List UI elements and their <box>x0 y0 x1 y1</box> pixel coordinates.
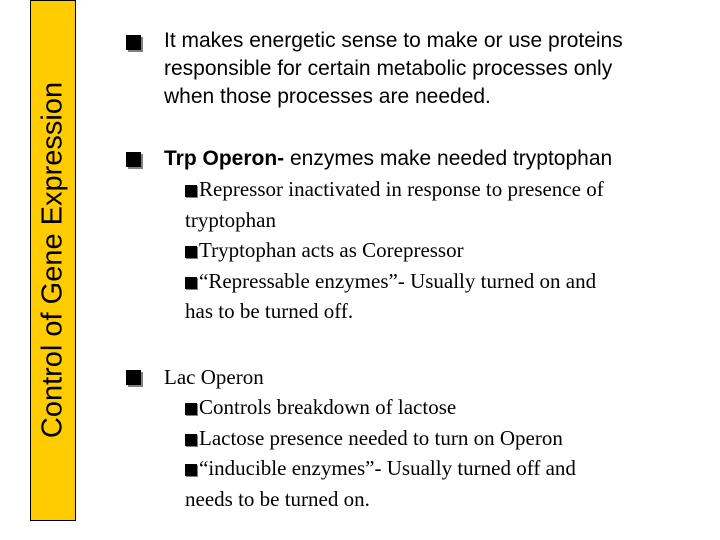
trp-operon-label: Trp Operon- <box>164 147 285 170</box>
bullet-heading <box>164 144 690 174</box>
sub-item-continuation: tryptophan <box>185 207 276 232</box>
sub-item-text: Repressor inactivated in response to presence of <box>199 177 604 201</box>
bullet-line: when those processes are needed. <box>164 85 491 108</box>
bullet-energetic-sense <box>120 27 690 111</box>
checkbox-square-icon <box>185 185 197 197</box>
trp-sub-list <box>164 174 690 327</box>
sub-item-continuation: has to be turned off. <box>185 299 354 323</box>
checkbox-square-icon <box>185 464 197 476</box>
checkbox-square-icon <box>185 434 197 446</box>
sub-item-text: Lactose presence needed to turn on Operon <box>199 425 563 450</box>
checkbox-square-icon <box>185 277 197 289</box>
sub-item-text: “inducible enzymes”- Usually turned off and <box>199 456 576 480</box>
sub-item-continuation: needs to be turned on. <box>185 486 370 511</box>
checkbox-square-icon <box>185 403 197 415</box>
trp-operon-desc: enzymes make needed tryptophan <box>284 147 613 170</box>
sub-item-text: Tryptophan acts as Corepressor <box>199 238 464 262</box>
sub-item <box>185 174 690 205</box>
checkbox-square-icon <box>126 370 141 385</box>
sub-item <box>185 235 690 266</box>
checkbox-square-icon <box>126 152 141 167</box>
checkbox-square-icon <box>185 246 197 258</box>
bullet-line: It makes energetic sense to make or use proteins <box>164 29 623 52</box>
sub-item-text: “Repressable enzymes”- Usually turned on and <box>199 268 597 293</box>
bullet-line: responsible for certain metabolic processes only <box>164 57 613 80</box>
slide-title: Control of Gene Expression <box>36 81 69 439</box>
sub-item-text: Controls breakdown of lactose <box>199 395 457 419</box>
checkbox-square-icon <box>126 35 141 50</box>
lac-sub-list <box>164 392 690 514</box>
sub-item <box>185 392 690 423</box>
sub-item <box>185 423 690 454</box>
bullet-lac-operon <box>120 362 690 514</box>
sub-item <box>185 453 690 484</box>
bullet-trp-operon <box>120 144 690 327</box>
bullet-heading: Lac Operon <box>164 365 264 389</box>
sub-item <box>185 266 690 297</box>
